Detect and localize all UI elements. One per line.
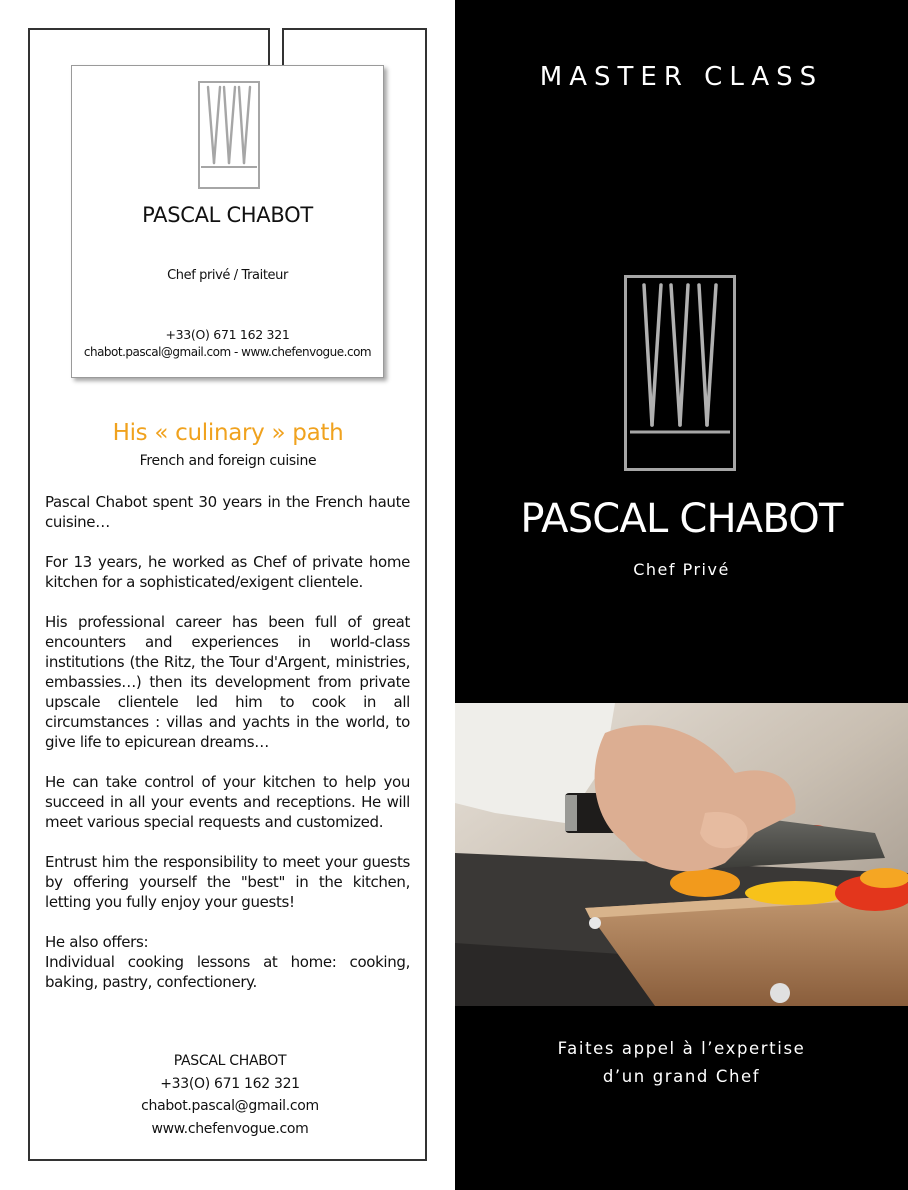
footer-phone: +33(O) 671 162 321 <box>160 1075 300 1092</box>
section-title: His « culinary » path <box>112 420 344 446</box>
frame-top-right <box>282 28 427 30</box>
chef-cutting-photo <box>455 703 908 1006</box>
paragraph: Individual cooking lessons at home: cooking, baking, pastry, confectionery. <box>45 953 410 991</box>
business-card <box>71 65 384 378</box>
cover-tagline <box>455 1035 908 1091</box>
cover-name: PASCAL CHABOT <box>520 496 843 542</box>
brochure-cover-panel <box>455 0 908 1190</box>
chef-hat-logo-icon <box>624 275 736 471</box>
footer-email[interactable]: chabot.pascal@gmail.com <box>141 1098 319 1114</box>
paragraph: He also offers: <box>45 933 149 951</box>
cover-title: MASTER CLASS <box>539 62 824 92</box>
frame-right <box>425 28 427 1161</box>
biography-text <box>45 492 410 1012</box>
paragraph: Pascal Chabot spent 30 years in the French haute cuisine… <box>45 493 410 531</box>
card-role: Chef privé / Traiteur <box>167 268 288 283</box>
frame-bottom <box>28 1159 427 1161</box>
chef-hat-logo-icon <box>198 81 260 189</box>
card-contact-line: chabot.pascal@gmail.com - www.chefenvogue.com <box>83 345 372 359</box>
tagline-line-2: d’un grand Chef <box>602 1067 761 1086</box>
frame-top-left <box>28 28 270 30</box>
footer-contact <box>30 1050 430 1140</box>
paragraph: He can take control of your kitchen to help you succeed in all your events and receptions. He will meet various special requests and customized. <box>45 773 410 831</box>
footer-website[interactable]: www.chefenvogue.com <box>151 1120 309 1137</box>
frame-notch-right <box>282 28 284 66</box>
paragraph: For 13 years, he worked as Chef of private home kitchen for a sophisticated/exigent clientele. <box>45 553 410 591</box>
tagline-line-1: Faites appel à l’expertise <box>557 1039 806 1058</box>
paragraph: Entrust him the responsibility to meet your guests by offering yourself the "best" in the kitchen, letting you fully enjoy your guests! <box>45 853 410 911</box>
footer-name: PASCAL CHABOT <box>173 1053 287 1069</box>
cover-role: Chef Privé <box>633 560 730 579</box>
paragraph: His professional career has been full of great encounters and experiences in world-class institutions (the Ritz, the Tour d'Argent, ministries, embassies…) then its development from private upscale clientele led him to cook in all circumstances : villas and yachts in the world, to give life to epicurean dreams… <box>45 613 410 751</box>
section-subtitle: French and foreign cuisine <box>139 453 317 469</box>
card-phone: +33(O) 671 162 321 <box>165 327 290 342</box>
frame-left <box>28 28 30 1161</box>
card-name: PASCAL CHABOT <box>142 203 313 227</box>
frame-notch-left <box>268 28 270 66</box>
